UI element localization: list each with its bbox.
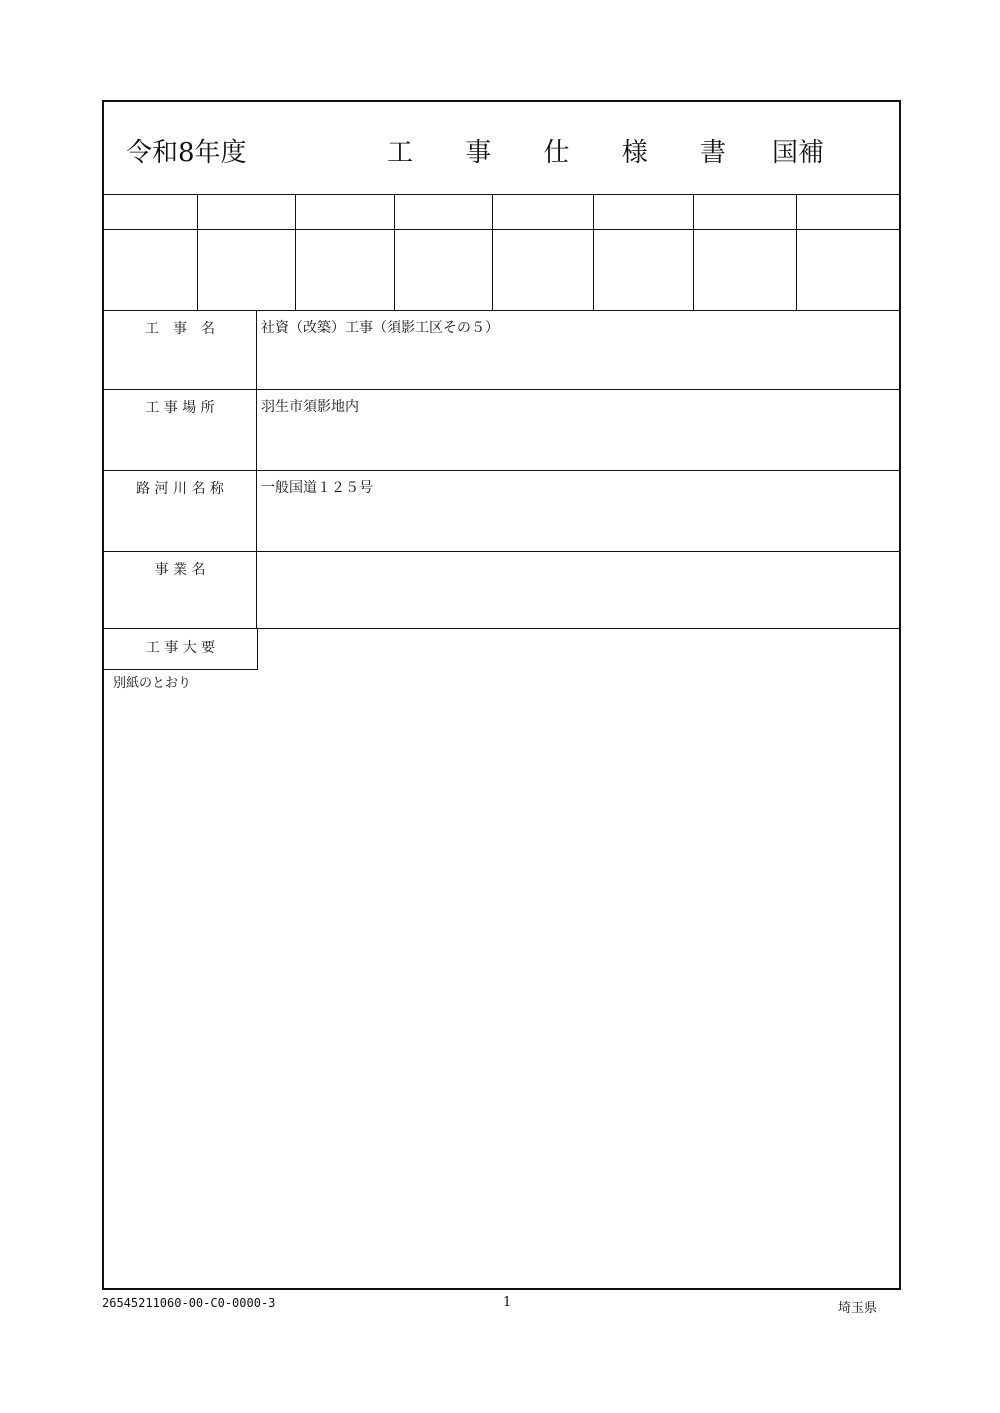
- stamp-column-divider: [197, 195, 198, 310]
- construction-name-row: [104, 311, 899, 390]
- construction-summary-label: 工 事 大 要: [104, 628, 258, 670]
- document-title: 工 事 仕 様 書: [387, 138, 749, 168]
- approval-stamp-grid: [104, 195, 899, 311]
- stamp-column-divider: [394, 195, 395, 310]
- stamp-column-divider: [492, 195, 493, 310]
- construction-summary-value: 別紙のとおり: [113, 676, 192, 691]
- route-name-label: 路 河 川 名 称: [104, 471, 257, 551]
- construction-name-value: 社資（改築）工事（須影工区その５）: [261, 320, 499, 336]
- form-header: [104, 102, 899, 195]
- project-name-label: 事 業 名: [104, 552, 257, 628]
- stamp-column-divider: [796, 195, 797, 310]
- route-name-row: [104, 471, 899, 552]
- stamp-column-divider: [295, 195, 296, 310]
- construction-site-value: 羽生市須影地内: [261, 399, 359, 415]
- construction-site-row: [104, 390, 899, 471]
- construction-name-label: 工 事 名: [104, 311, 257, 389]
- prefecture-name: 埼玉県: [838, 1301, 878, 1316]
- subsidy-type: 国補: [772, 138, 825, 168]
- route-name-value: 一般国道１２５号: [261, 480, 373, 496]
- construction-site-label: 工 事 場 所: [104, 390, 257, 470]
- fiscal-year: 令和8年度: [126, 138, 247, 168]
- document-code: 26545211060-00-C0-0000-3: [102, 1296, 276, 1310]
- stamp-column-divider: [593, 195, 594, 310]
- project-name-row: [104, 552, 899, 629]
- page-number: 1: [503, 1295, 512, 1310]
- stamp-grid-divider: [104, 229, 899, 230]
- specification-form: [102, 100, 901, 1290]
- stamp-column-divider: [693, 195, 694, 310]
